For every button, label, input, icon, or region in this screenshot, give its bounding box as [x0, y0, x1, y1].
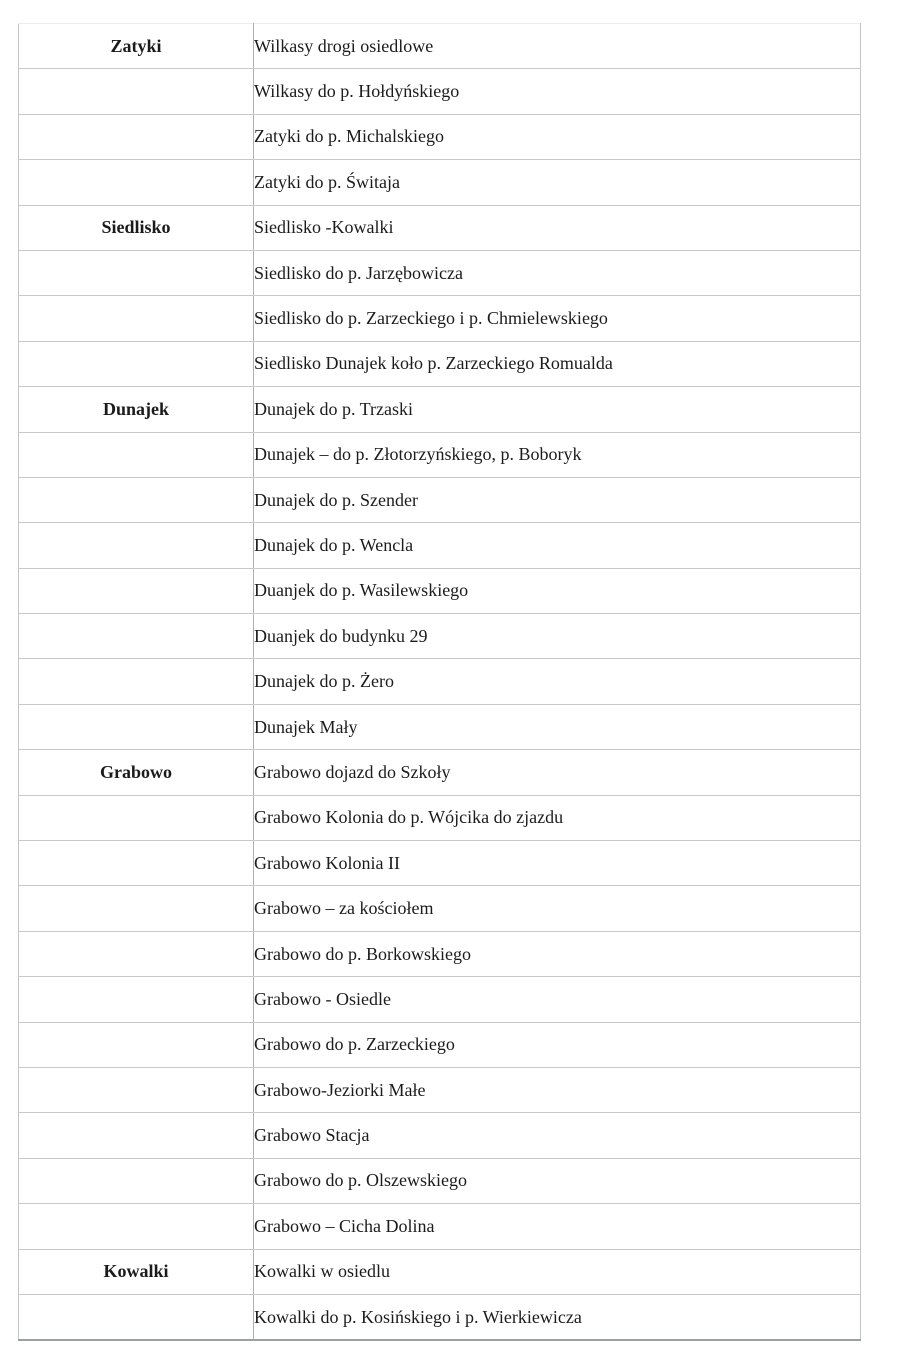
road-cell: Grabowo dojazd do Szkoły	[254, 750, 861, 795]
table-row	[19, 69, 861, 114]
village-cell	[19, 296, 254, 341]
road-cell: Grabowo do p. Borkowskiego	[254, 931, 861, 976]
road-cell: Zatyki do p. Michalskiego	[254, 114, 861, 159]
road-cell: Wilkasy drogi osiedlowe	[254, 24, 861, 69]
village-cell	[19, 114, 254, 159]
road-cell: Kowalki w osiedlu	[254, 1249, 861, 1294]
table-row	[19, 341, 861, 386]
road-cell: Wilkasy do p. Hołdyńskiego	[254, 69, 861, 114]
table-row	[19, 114, 861, 159]
table-row	[19, 931, 861, 976]
road-cell: Duanjek do p. Wasilewskiego	[254, 568, 861, 613]
table-row	[19, 614, 861, 659]
village-cell	[19, 659, 254, 704]
village-cell	[19, 795, 254, 840]
table-row	[19, 250, 861, 295]
road-cell: Grabowo do p. Olszewskiego	[254, 1158, 861, 1203]
roads-table-body	[19, 24, 861, 1341]
road-cell: Siedlisko -Kowalki	[254, 205, 861, 250]
table-row	[19, 205, 861, 250]
road-cell: Grabowo do p. Zarzeckiego	[254, 1022, 861, 1067]
table-row	[19, 432, 861, 477]
village-cell	[19, 523, 254, 568]
road-cell: Kowalki do p. Kosińskiego i p. Wierkiewicza	[254, 1306, 582, 1327]
table-row	[19, 1249, 861, 1294]
village-cell	[19, 250, 254, 295]
table-row	[19, 160, 861, 205]
village-cell: Kowalki	[19, 1249, 254, 1294]
road-cell: Dunajek – do p. Złotorzyńskiego, p. Boboryk	[254, 432, 861, 477]
table-row	[19, 704, 861, 749]
village-cell	[19, 1294, 254, 1340]
road-cell: Grabowo Kolonia II	[254, 841, 861, 886]
table-row	[19, 477, 861, 522]
road-cell: Dunajek do p. Trzaski	[254, 387, 861, 432]
village-cell: Grabowo	[19, 750, 254, 795]
village-cell	[19, 886, 254, 931]
table-row	[19, 841, 861, 886]
table-row	[19, 977, 861, 1022]
table-row	[19, 1022, 861, 1067]
village-cell	[19, 1022, 254, 1067]
village-cell	[19, 931, 254, 976]
road-cell: Grabowo – Cicha Dolina	[254, 1204, 861, 1249]
village-cell	[19, 432, 254, 477]
table-row	[19, 387, 861, 432]
road-cell: Dunajek Mały	[254, 704, 861, 749]
road-cell: Duanjek do budynku 29	[254, 614, 861, 659]
table-row	[19, 568, 861, 613]
road-cell: Siedlisko do p. Zarzeckiego i p. Chmielewskiego	[254, 296, 861, 341]
road-cell: Siedlisko do p. Jarzębowicza	[254, 250, 861, 295]
village-cell: Dunajek	[19, 387, 254, 432]
road-cell: Grabowo-Jeziorki Małe	[254, 1067, 861, 1112]
road-cell: Dunajek do p. Szender	[254, 477, 861, 522]
road-cell: Dunajek do p. Wencla	[254, 523, 861, 568]
table-row	[19, 1294, 861, 1340]
village-cell	[19, 477, 254, 522]
village-cell	[19, 69, 254, 114]
roads-table	[18, 23, 861, 1341]
road-cell: Grabowo Kolonia do p. Wójcika do zjazdu	[254, 795, 861, 840]
table-row	[19, 296, 861, 341]
table-row	[19, 1113, 861, 1158]
village-cell	[19, 614, 254, 659]
village-cell	[19, 568, 254, 613]
road-cell: Zatyki do p. Świtaja	[254, 160, 861, 205]
table-row	[19, 795, 861, 840]
table-row	[19, 1067, 861, 1112]
village-cell	[19, 1113, 254, 1158]
table-row	[19, 523, 861, 568]
road-cell: Grabowo – za kościołem	[254, 886, 861, 931]
table-row	[19, 24, 861, 69]
village-cell: Zatyki	[19, 24, 254, 69]
road-cell: Dunajek do p. Żero	[254, 659, 861, 704]
village-cell	[19, 160, 254, 205]
table-row	[19, 750, 861, 795]
road-cell: Grabowo Stacja	[254, 1113, 861, 1158]
road-cell: Grabowo - Osiedle	[254, 977, 861, 1022]
road-cell: Siedlisko Dunajek koło p. Zarzeckiego Romualda	[254, 341, 861, 386]
village-cell	[19, 1204, 254, 1249]
table-row	[19, 886, 861, 931]
table-row	[19, 659, 861, 704]
village-cell: Siedlisko	[19, 205, 254, 250]
village-cell	[19, 1158, 254, 1203]
village-cell	[19, 341, 254, 386]
village-cell	[19, 704, 254, 749]
table-row	[19, 1158, 861, 1203]
village-cell	[19, 841, 254, 886]
table-row	[19, 1204, 861, 1249]
village-cell	[19, 977, 254, 1022]
village-cell	[19, 1067, 254, 1112]
